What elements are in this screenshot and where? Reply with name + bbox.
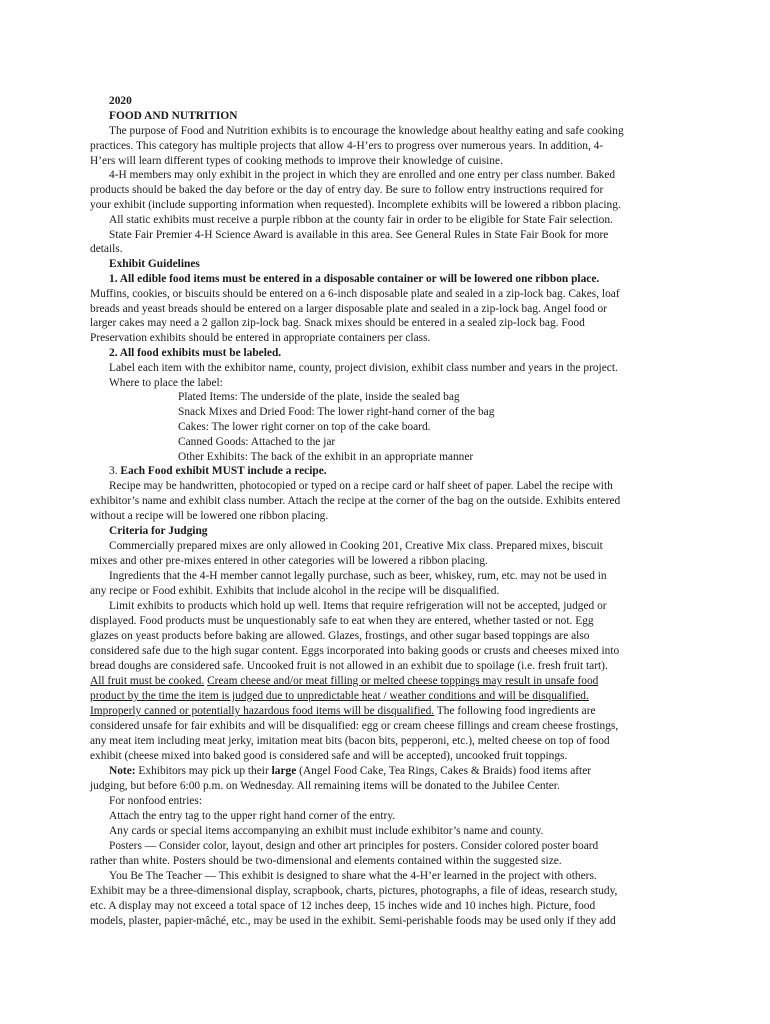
rule-2-heading: 2. All food exhibits must be labeled. (109, 347, 282, 359)
intro-line: 4-H members may only exhibit in the project in which they are enrolled and one entry per class number. Baked (109, 169, 616, 181)
posters-line: rather than white. Posters should be two-dimensional and elements contained within the suggested size. (90, 855, 562, 867)
criteria-line: Limit exhibits to products which hold up well. Items that require refrigeration will not be accepted, judged or (109, 600, 607, 612)
nonfood-line: Any cards or special items accompanying an exhibit must include exhibitor’s name and county. (109, 825, 544, 837)
rule-3-line: exhibitor’s name and exhibit class number. Attach the recipe at the corner of the bag on the outside. Exhibits entered (90, 495, 621, 507)
posters-line: Posters — Consider color, layout, design and other art principles for posters. Consider colored poster board (109, 840, 599, 852)
rule-1-line: larger cakes may need a 2 gallon zip-lock bag. Snack mixes should be entered in a sealed zip-lock bag. Food (90, 317, 585, 329)
criteria-line: mixes and other pre-mixes entered in other categories will be lowered a ribbon placing. (90, 555, 488, 567)
cream-cheese-rule: Cream cheese and/or meat filling or melted cheese toppings may result in unsafe food (207, 675, 599, 687)
section-heading-exhibit-guidelines: Exhibit Guidelines (109, 258, 200, 270)
intro-line: H’ers will learn different types of cooking methods to improve their knowledge of cuisine. (90, 155, 503, 167)
label-place-item: Plated Items: The underside of the plate, inside the sealed bag (178, 391, 460, 403)
criteria-underlined-line (90, 704, 596, 719)
teacher-line: models, plaster, papier-mâché, etc., may be used in the exhibit. Semi-perishable foods may be used only if they add (90, 915, 616, 927)
teacher-line: You Be The Teacher — This exhibit is designed to share what the 4-H’er learned in the project with others. (109, 870, 597, 882)
label-place-item: Other Exhibits: The back of the exhibit in an appropriate manner (178, 451, 474, 463)
criteria-line: considered safe due to the high sugar content. Eggs incorporated into baking goods or crusts and cheeses mixed into (90, 645, 620, 657)
label-place-item: Cakes: The lower right corner on top of the cake board. (178, 421, 431, 433)
intro-line: State Fair Premier 4-H Science Award is available in this area. See General Rules in State Fair Book for more (109, 229, 609, 241)
criteria-underlined-line: product by the time the item is judged due to unpredictable heat / weather conditions and will be disqualified. (90, 690, 589, 702)
criteria-line: considered unsafe for fair exhibits and will be disqualified: egg or cream cheese fillings and cream cheese frostings, (90, 720, 619, 732)
rule-3-number: 3. (109, 465, 121, 477)
note-text: (Angel Food Cake, Tea Rings, Cakes & Braids) food items after (296, 765, 592, 777)
rule-3-line: Recipe may be handwritten, photocopied or typed on a recipe card or half sheet of paper. Label the recipe with (109, 480, 613, 492)
canned-food-rule: Improperly canned or potentially hazardous food items will be disqualified. (90, 705, 435, 717)
criteria-line: any meat item including meat jerky, imitation meat bits (bacon bits, pepperoni, etc.), melted cheese on top of food (90, 735, 610, 747)
label-place-item: Canned Goods: Attached to the jar (178, 436, 336, 448)
rule-2-line: Where to place the label: (109, 377, 223, 389)
document-year: 2020 (109, 95, 132, 107)
cooked-fruit-rule: All fruit must be cooked. (90, 675, 205, 687)
rule-2-line: Label each item with the exhibitor name, county, project division, exhibit class number and years in the project. (109, 362, 618, 374)
criteria-underlined-line (90, 674, 598, 689)
rule-3-title: Each Food exhibit MUST include a recipe. (120, 465, 327, 477)
criteria-line: any recipe or Food exhibit. Exhibits that include alcohol in the recipe will be disqualified. (90, 585, 500, 597)
nonfood-line: Attach the entry tag to the upper right hand corner of the entry. (109, 810, 396, 822)
rule-1-line: breads and yeast breads should be entered on a larger disposable plate and sealed in a zip-lock bag. Angel food or (90, 303, 607, 315)
criteria-line: glazes on yeast products before baking are allowed. Glazes, frostings, and other sugar based toppings are also (90, 630, 590, 642)
intro-line: The purpose of Food and Nutrition exhibits is to encourage the knowledge about healthy eating and safe cooking (109, 125, 624, 137)
teacher-line: Exhibit may be a three-dimensional display, scrapbook, charts, pictures, photographs, a file of ideas, research study, (90, 885, 618, 897)
note-bold-word: large (271, 765, 297, 777)
rule-3-line: without a recipe will be lowered one ribbon placing. (90, 510, 329, 522)
note-label: Note: (109, 765, 136, 777)
nonfood-intro: For nonfood entries: (109, 795, 203, 807)
rule-1-heading: 1. All edible food items must be entered in a disposable container or will be lowered one ribbon place. (109, 273, 600, 285)
label-place-item: Snack Mixes and Dried Food: The lower right-hand corner of the bag (178, 406, 495, 418)
criteria-line: exhibit (cheese mixed into baked good is considered safe and will be accepted), uncooked fruit toppings. (90, 750, 568, 762)
intro-line: practices. This category has multiple projects that allow 4-H’ers to progress over numerous years. In addition, 4- (90, 140, 604, 152)
teacher-line: etc. A display may not exceed a total space of 12 inches deep, 15 inches wide and 10 inches high. Picture, food (90, 900, 596, 912)
rule-1-line: Preservation exhibits should be entered in appropriate containers per class. (90, 332, 431, 344)
rule-3-heading (109, 464, 327, 479)
section-heading-criteria: Criteria for Judging (109, 525, 208, 537)
intro-line: All static exhibits must receive a purple ribbon at the county fair in order to be eligible for State Fair selection. (109, 214, 613, 226)
criteria-line: bread doughs are considered safe. Uncooked fruit is not allowed in an exhibit due to spoilage (i.e. fresh fruit tart). (90, 660, 608, 672)
criteria-line: Ingredients that the 4-H member cannot legally purchase, such as beer, whiskey, rum, etc. may not be used in (109, 570, 607, 582)
intro-line: your exhibit (include supporting information when requested). Incomplete exhibits will be lowered a ribbon placing. (90, 199, 621, 211)
criteria-line: displayed. Food products must be unquestionably safe to eat when they are entered, whether tasted or not. Egg (90, 615, 594, 627)
rule-1-line: Muffins, cookies, or biscuits should be entered on a 6-inch disposable plate and sealed in a zip-lock bag. Cakes, loaf (90, 288, 620, 300)
intro-line: details. (90, 243, 123, 255)
criteria-line: Commercially prepared mixes are only allowed in Cooking 201, Creative Mix class. Prepared mixes, biscuit (109, 540, 603, 552)
note-line: judging, but before 6:00 p.m. on Wednesday. All remaining items will be donated to the Jubilee Center. (90, 780, 560, 792)
note-text: Exhibitors may pick up their (135, 765, 272, 777)
document-title: FOOD AND NUTRITION (109, 110, 238, 122)
intro-line: products should be baked the day before or the day of entry day. Be sure to follow entry instructions required for (90, 184, 604, 196)
criteria-text: The following food ingredients are (434, 705, 596, 717)
note-line (109, 764, 591, 779)
